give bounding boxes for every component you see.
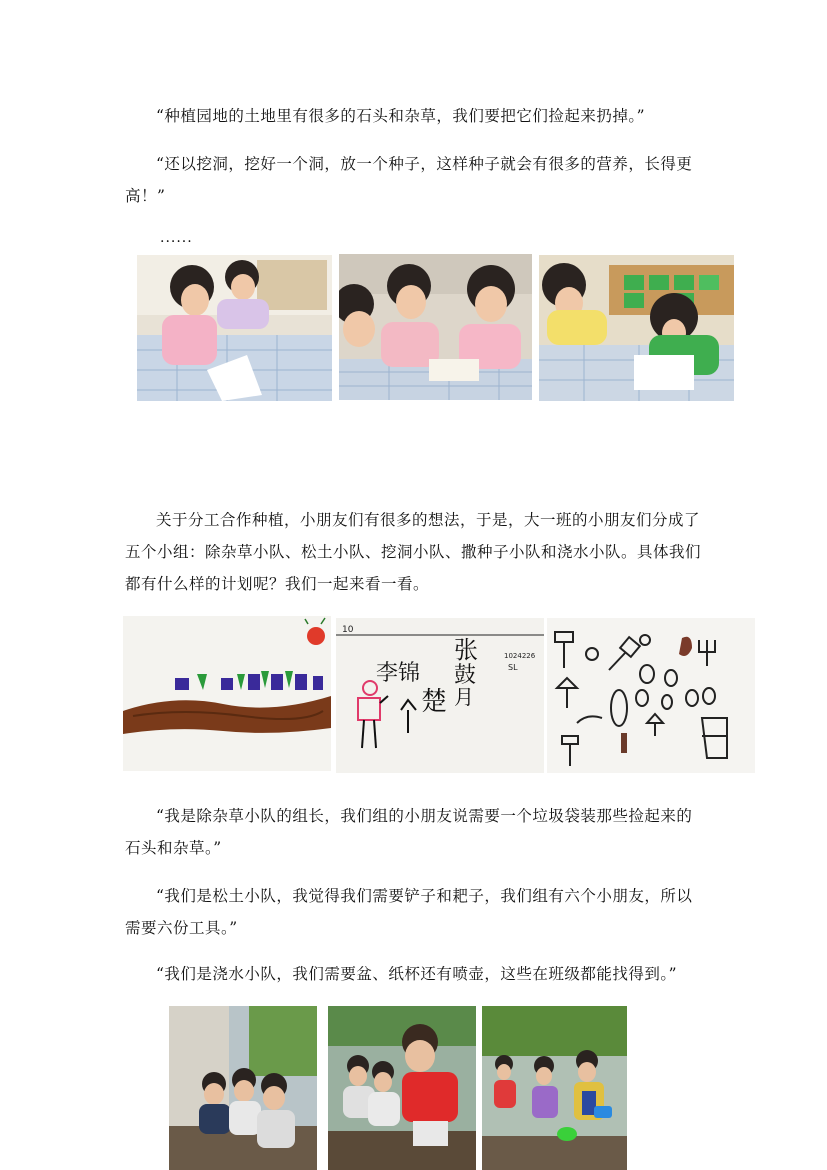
photo-children-drawing-3 (539, 255, 734, 401)
drawing-team-roster (336, 618, 544, 773)
drawing-number: 1024226 (504, 652, 536, 660)
quote-watering-team: “我们是浇水小队，我们需要盆、纸杯还有喷壶，这些在班级都能找得到。” (156, 965, 678, 983)
photo-children-drawing-1 (137, 255, 332, 401)
photo-children-drawing-2 (339, 254, 532, 400)
drawing-name-li: 李锦 (376, 661, 421, 686)
quote-loosening-team: “我们是松土小队，我觉得我们需要铲子和耙子，我们组有六个小朋友，所以需要六份工具。” (125, 887, 693, 937)
photo-children-planting-1 (169, 1006, 317, 1170)
drawing-sl: SL (508, 663, 518, 672)
ellipsis: ...... (160, 230, 193, 246)
drawing-name-yue: 月 (454, 685, 474, 709)
drawing-label-10: 10 (342, 625, 354, 635)
quote-weeding-team-leader: “我是除杂草小队的组长，我们组的小朋友说需要一个垃圾袋装那些捡起来的石头和杂草。” (125, 807, 693, 857)
drawing-name-chu: 楚 (421, 687, 448, 717)
drawing-tools-list (547, 618, 755, 773)
drawing-name-gu: 鼓 (454, 663, 477, 688)
drawing-weeding-team (123, 616, 331, 771)
photo-children-planting-2 (328, 1006, 476, 1170)
quote-weeds-stones: “种植园地的土地里有很多的石头和杂草，我们要把它们捡起来扔掉。” (156, 107, 646, 125)
paragraph-five-teams: 关于分工合作种植，小朋友们有很多的想法，于是，大一班的小朋友们分成了五个小组：除杂草小队、松土小队、挖洞小队、撒种子小队和浇水小队。具体我们都有什么样的计划呢？我们一起来看一看。 (125, 511, 702, 593)
drawing-name-zhang: 张 (454, 636, 478, 664)
quote-digging-holes: “还以挖洞，挖好一个洞，放一个种子，这样种子就会有很多的营养，长得更高！” (125, 155, 693, 205)
photo-children-watering (482, 1006, 627, 1170)
